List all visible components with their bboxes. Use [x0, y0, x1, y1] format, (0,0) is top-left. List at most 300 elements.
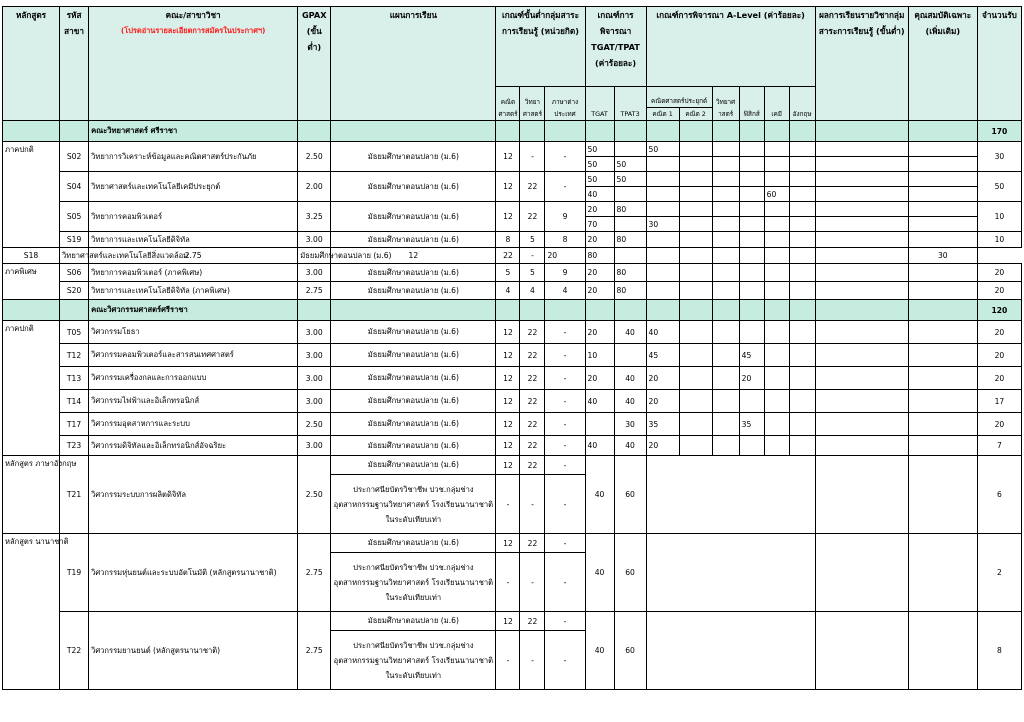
tpat3-value: 60 [614, 456, 646, 534]
program-cell: หลักสูตร นานาชาติ [3, 534, 60, 690]
program-name: วิทยาการคอมพิวเตอร์ (ภาคพิเศษ) [89, 264, 298, 282]
program-name: วิทยาการวิเคราะห์ข้อมูลและคณิตศาสตร์ประกันภัย [89, 142, 298, 172]
tgat-value: 40 [585, 436, 614, 456]
gpax-value: 2.00 [298, 172, 331, 202]
tgat-value [585, 413, 614, 436]
tgat-value: 20 [545, 248, 585, 264]
program-code: T19 [60, 534, 89, 612]
tgat-value: 10 [585, 344, 614, 367]
alevel-math2 [679, 202, 712, 217]
program-cell: ภาคพิเศษ [3, 264, 60, 300]
results-cell [815, 142, 908, 157]
faculty-spacer [614, 121, 646, 142]
program-name: วิศวกรรมอุตสาหการและระบบ [89, 413, 298, 436]
quota-value: 30 [977, 142, 1021, 172]
col-plan: แผนการเรียน [331, 7, 496, 121]
alevel-science [712, 157, 739, 172]
gpax-value: 2.75 [298, 612, 331, 690]
table-row [3, 390, 1022, 413]
alevel-math1 [646, 157, 679, 172]
study-plan-vocational: ประกาศนียบัตรวิชาชีพ ปวช.กลุ่มช่าง อุตสาหกรรมฐานวิทยาศาสตร์ โรงเรียนนานาชาติ ในระดับเทียบเท่า [331, 553, 496, 612]
alevel-block [646, 534, 815, 612]
faculty-spacer [739, 121, 764, 142]
tpat3-value: 40 [614, 436, 646, 456]
alevel-math2 [679, 413, 712, 436]
alevel-physics [739, 157, 764, 172]
credit-language: - [545, 534, 585, 553]
table-row [3, 456, 1022, 475]
gpax-value: 3.00 [298, 390, 331, 413]
alevel-math1: 35 [646, 413, 679, 436]
program-code: S04 [60, 172, 89, 202]
alevel-math2 [679, 217, 712, 232]
applied-math-label: คณิตศาสตร์ประยุกต์ [647, 95, 712, 108]
alevel-math1: 30 [646, 217, 679, 232]
alevel-english [789, 390, 815, 413]
tgat-value: 70 [585, 217, 614, 232]
alevel-english [789, 282, 815, 300]
faculty-spacer [60, 300, 89, 321]
faculty-spacer [60, 121, 89, 142]
col-min-credits: เกณฑ์ขั้นต่ำกลุ่มสาระการเรียนรู้ (หน่วยกิต) [496, 7, 585, 87]
qualifications-cell [908, 612, 977, 690]
col-code: รหัส สาขา [60, 7, 89, 121]
quota-value: 20 [977, 344, 1021, 367]
table-row [3, 264, 1022, 282]
tgat-value: 20 [585, 367, 614, 390]
tgat-value: 50 [585, 142, 614, 157]
faculty-spacer [712, 300, 739, 321]
tgat-value: 20 [585, 232, 614, 248]
results-cell [815, 534, 908, 612]
quota-value: 20 [977, 282, 1021, 300]
credit-language: - [545, 475, 585, 534]
study-plan: มัธยมศึกษาตอนปลาย (ม.6) [331, 436, 496, 456]
program-code: S06 [60, 264, 89, 282]
sub-tpat3: TPAT3 [614, 87, 646, 121]
sub-math: คณิต ศาสตร์ [496, 87, 520, 121]
tpat3-value: 80 [614, 264, 646, 282]
faculty-spacer [908, 300, 977, 321]
results-cell [815, 187, 908, 202]
gpax-value: 3.00 [298, 232, 331, 248]
credit-math: 12 [496, 413, 520, 436]
study-plan: มัธยมศึกษาตอนปลาย (ม.6) [331, 202, 496, 232]
alevel-science [712, 232, 739, 248]
sub-physics: ฟิสิกส์ [739, 87, 764, 121]
quota-value: 20 [977, 321, 1021, 344]
alevel-chem [739, 248, 764, 264]
qualifications-cell [908, 390, 977, 413]
program-code: T21 [60, 456, 89, 534]
alevel-block [646, 612, 815, 690]
sub-science: วิทยาศ าสตร์ [712, 87, 739, 121]
alevel-science [712, 344, 739, 367]
alevel-physics [739, 187, 764, 202]
admission-criteria-table [2, 6, 1022, 690]
sub-sci: วิทยา ศาสตร์ [520, 87, 545, 121]
study-plan: มัธยมศึกษาตอนปลาย (ม.6) [331, 413, 496, 436]
quota-value: 20 [977, 413, 1021, 436]
alevel-math2 [646, 248, 679, 264]
gpax-value: 2.75 [298, 534, 331, 612]
credit-math: 12 [496, 367, 520, 390]
alevel-english [789, 157, 815, 172]
alevel-physics [739, 390, 764, 413]
table-row [3, 142, 1022, 157]
credit-language: - [545, 367, 585, 390]
col-quota: จำนวนรับ [977, 7, 1021, 121]
credit-science: 22 [520, 367, 545, 390]
program-code: S20 [60, 282, 89, 300]
results-cell [815, 264, 908, 282]
credit-language: - [545, 172, 585, 202]
sub-chem: เคมี [764, 87, 789, 121]
tpat3-value: 60 [614, 534, 646, 612]
qualifications-cell [908, 157, 977, 172]
alevel-english [789, 217, 815, 232]
study-plan: มัธยมศึกษาตอนปลาย (ม.6) [331, 282, 496, 300]
credit-science: - [520, 631, 545, 690]
results-cell [815, 321, 908, 344]
faculty-name: คณะวิศวกรรมศาสตร์ศรีราชา [89, 300, 298, 321]
tpat3-value [614, 187, 646, 202]
faculty-spacer [298, 300, 331, 321]
faculty-spacer [585, 300, 614, 321]
tgat-value: 40 [585, 187, 614, 202]
gpax-value: 2.75 [89, 248, 298, 264]
study-plan: มัธยมศึกษาตอนปลาย (ม.6) [331, 142, 496, 172]
table-row [3, 612, 1022, 631]
faculty-spacer [545, 300, 585, 321]
math1-label: คณิต 1 [647, 108, 680, 120]
credit-language: - [545, 344, 585, 367]
tpat3-value: 60 [614, 612, 646, 690]
table-row [3, 172, 1022, 187]
faculty-spacer [646, 121, 679, 142]
credit-science: 22 [520, 390, 545, 413]
faculty-spacer [331, 300, 496, 321]
results-cell [815, 436, 908, 456]
results-cell [789, 248, 815, 264]
faculty-quota: 170 [977, 121, 1021, 142]
program-code: S18 [3, 248, 60, 264]
alevel-math2 [679, 282, 712, 300]
alevel-science [712, 202, 739, 217]
tpat3-value: 40 [614, 367, 646, 390]
alevel-science [712, 390, 739, 413]
table-row [3, 344, 1022, 367]
alevel-english [789, 232, 815, 248]
tgat-value: 50 [585, 157, 614, 172]
sub-english: อังกฤษ [789, 87, 815, 121]
credit-science: 22 [520, 456, 545, 475]
credit-science: 22 [496, 248, 520, 264]
credit-language: - [545, 321, 585, 344]
alevel-math1: 20 [646, 367, 679, 390]
faculty-spacer [815, 121, 908, 142]
qualifications-cell [908, 456, 977, 534]
alevel-chem [764, 232, 789, 248]
program-name: วิทยาศาสตร์และเทคโนโลยีเคมีประยุกต์ [89, 172, 298, 202]
gpax-value: 2.50 [298, 413, 331, 436]
qualifications-cell [908, 282, 977, 300]
study-plan: มัธยมศึกษาตอนปลาย (ม.6) [331, 390, 496, 413]
faculty-heading: คณะ/สาขาวิชา [165, 10, 221, 20]
credit-math: 12 [496, 344, 520, 367]
program-name: วิทยาการคอมพิวเตอร์ [89, 202, 298, 232]
study-plan-vocational: ประกาศนียบัตรวิชาชีพ ปวช.กลุ่มช่าง อุตสาหกรรมฐานวิทยาศาสตร์ โรงเรียนนานาชาติ ในระดับเทียบเท่า [331, 631, 496, 690]
alevel-physics: 45 [739, 344, 764, 367]
credit-language: - [545, 553, 585, 612]
qualifications-cell [908, 232, 977, 248]
faculty-spacer [739, 300, 764, 321]
quota-value: 10 [977, 232, 1021, 248]
alevel-physics [739, 142, 764, 157]
faculty-spacer [815, 300, 908, 321]
tpat3-value: 80 [585, 248, 614, 264]
credit-science: 5 [520, 232, 545, 248]
alevel-math1 [614, 248, 646, 264]
program-name: วิศวกรรมเครื่องกลและการออกแบบ [89, 367, 298, 390]
quota-value: 17 [977, 390, 1021, 413]
table-row [3, 248, 1022, 264]
alevel-english [789, 264, 815, 282]
col-program: หลักสูตร [3, 7, 60, 121]
sub-lang: ภาษาต่าง ประเทศ [545, 87, 585, 121]
credit-math: 12 [331, 248, 496, 264]
alevel-math1: 40 [646, 321, 679, 344]
alevel-math1 [646, 232, 679, 248]
qualifications-cell [908, 142, 977, 157]
tpat3-value [614, 344, 646, 367]
table-row [3, 413, 1022, 436]
alevel-chem [764, 413, 789, 436]
program-code: S05 [60, 202, 89, 232]
alevel-math2 [679, 232, 712, 248]
gpax-value: 2.50 [298, 456, 331, 534]
alevel-physics [739, 217, 764, 232]
gpax-value: 3.00 [298, 344, 331, 367]
results-cell [815, 612, 908, 690]
sub-tgat: TGAT [585, 87, 614, 121]
table-row [3, 321, 1022, 344]
faculty-spacer [789, 300, 815, 321]
tgat-value: 20 [585, 321, 614, 344]
credit-language: 4 [545, 282, 585, 300]
faculty-spacer [520, 121, 545, 142]
alevel-math1 [646, 202, 679, 217]
credit-math: - [496, 553, 520, 612]
alevel-math2 [679, 157, 712, 172]
credit-science: - [520, 142, 545, 172]
results-cell [815, 413, 908, 436]
faculty-spacer [679, 300, 712, 321]
study-plan: มัธยมศึกษาตอนปลาย (ม.6) [331, 264, 496, 282]
tgat-value: 40 [585, 612, 614, 690]
credit-science: 22 [520, 172, 545, 202]
col-tgat-tpat: เกณฑ์การพิจารณา TGAT/TPAT (ค่าร้อยละ) [585, 7, 646, 87]
alevel-science [712, 217, 739, 232]
tpat3-value: 30 [614, 413, 646, 436]
credit-science: 22 [520, 344, 545, 367]
study-plan: มัธยมศึกษาตอนปลาย (ม.6) [298, 248, 331, 264]
table-row [3, 202, 1022, 217]
gpax-value: 2.50 [298, 142, 331, 172]
alevel-chem: 60 [764, 187, 789, 202]
col-qualifications: คุณสมบัติเฉพาะ (เพิ่มเติม) [908, 7, 977, 121]
alevel-science [679, 248, 712, 264]
quota-value: 20 [977, 264, 1021, 282]
program-code: T05 [60, 321, 89, 344]
program-name: วิศวกรรมโยธา [89, 321, 298, 344]
faculty-spacer [679, 121, 712, 142]
program-cell: ภาคปกติ [3, 142, 60, 248]
gpax-value: 3.00 [298, 264, 331, 282]
tpat3-value: 80 [614, 202, 646, 217]
quota-value: 20 [977, 367, 1021, 390]
credit-language: - [545, 436, 585, 456]
faculty-name: คณะวิทยาศาสตร์ ศรีราชา [89, 121, 298, 142]
alevel-physics [739, 321, 764, 344]
alevel-math1: 20 [646, 390, 679, 413]
study-plan: มัธยมศึกษาตอนปลาย (ม.6) [331, 367, 496, 390]
gpax-value: 2.75 [298, 282, 331, 300]
col-results: ผลการเรียนรายวิชากลุ่มสาระการเรียนรู้ (ขั้นต่ำ) [815, 7, 908, 121]
alevel-math2 [679, 367, 712, 390]
credit-science: 22 [520, 534, 545, 553]
col-alevel: เกณฑ์การพิจารณา A-Level (ค่าร้อยละ) [646, 7, 815, 87]
credit-science: 22 [520, 321, 545, 344]
program-code: T17 [60, 413, 89, 436]
qualifications-cell [908, 172, 977, 187]
credit-math: - [496, 631, 520, 690]
table-header [3, 7, 1022, 121]
faculty-quota: 120 [977, 300, 1021, 321]
study-plan-vocational: ประกาศนียบัตรวิชาชีพ ปวช.กลุ่มช่าง อุตสาหกรรมฐานวิทยาศาสตร์ โรงเรียนนานาชาติ ในระดับเทียบเท่า [331, 475, 496, 534]
quota-value: 8 [977, 612, 1021, 690]
credit-math: 5 [496, 264, 520, 282]
alevel-math1: 20 [646, 436, 679, 456]
alevel-science [712, 321, 739, 344]
credit-math: 12 [496, 172, 520, 202]
alevel-english [789, 172, 815, 187]
math2-label: คณิต 2 [685, 110, 706, 118]
credit-math: 12 [496, 534, 520, 553]
table-row [3, 534, 1022, 553]
alevel-physics [712, 248, 739, 264]
alevel-english [789, 413, 815, 436]
alevel-science [712, 187, 739, 202]
program-cell: ภาคปกติ [3, 321, 60, 456]
faculty-spacer [496, 300, 520, 321]
credit-math: 8 [496, 232, 520, 248]
program-code: T23 [60, 436, 89, 456]
program-name: วิศวกรรมคอมพิวเตอร์และสารสนเทศศาสตร์ [89, 344, 298, 367]
alevel-physics [739, 232, 764, 248]
alevel-math1 [646, 172, 679, 187]
alevel-physics [739, 282, 764, 300]
table-row [3, 282, 1022, 300]
study-plan: มัธยมศึกษาตอนปลาย (ม.6) [331, 344, 496, 367]
qualifications-cell [908, 367, 977, 390]
faculty-spacer [496, 121, 520, 142]
credit-math: 12 [496, 436, 520, 456]
credit-math: 12 [496, 612, 520, 631]
alevel-math2 [679, 390, 712, 413]
tpat3-value: 80 [614, 232, 646, 248]
program-code: S19 [60, 232, 89, 248]
quota-value: 6 [977, 456, 1021, 534]
alevel-math1 [646, 187, 679, 202]
alevel-english [789, 202, 815, 217]
alevel-chem [764, 436, 789, 456]
alevel-physics [739, 436, 764, 456]
tpat3-value: 80 [614, 282, 646, 300]
alevel-physics: 20 [739, 367, 764, 390]
credit-language: - [545, 631, 585, 690]
study-plan: มัธยมศึกษาตอนปลาย (ม.6) [331, 456, 496, 475]
alevel-science [712, 172, 739, 187]
credit-math: 12 [496, 142, 520, 172]
credit-science: - [520, 475, 545, 534]
credit-math: 12 [496, 456, 520, 475]
study-plan: มัธยมศึกษาตอนปลาย (ม.6) [331, 612, 496, 631]
table-row [3, 436, 1022, 456]
alevel-science [712, 264, 739, 282]
results-cell [815, 217, 908, 232]
alevel-physics [739, 264, 764, 282]
study-plan: มัธยมศึกษาตอนปลาย (ม.6) [331, 172, 496, 202]
faculty-spacer [764, 121, 789, 142]
gpax-value: 3.00 [298, 367, 331, 390]
col-faculty [89, 7, 298, 121]
program-name: วิทยาการและเทคโนโลยีดิจิทัล (ภาคพิเศษ) [89, 282, 298, 300]
alevel-english [789, 367, 815, 390]
alevel-math1 [646, 264, 679, 282]
alevel-chem [764, 202, 789, 217]
credit-math: - [496, 475, 520, 534]
alevel-chem [764, 390, 789, 413]
results-cell [815, 172, 908, 187]
alevel-chem [764, 282, 789, 300]
tgat-value: 50 [585, 172, 614, 187]
program-name: วิศวกรรมยานยนต์ (หลักสูตรนานาชาติ) [89, 612, 298, 690]
alevel-math2 [679, 187, 712, 202]
alevel-math2 [679, 436, 712, 456]
alevel-math2 [679, 264, 712, 282]
alevel-science [712, 436, 739, 456]
program-name: วิทยาศาสตร์และเทคโนโลยีสิ่งแวดล้อม [60, 248, 89, 264]
study-plan: มัธยมศึกษาตอนปลาย (ม.6) [331, 232, 496, 248]
tpat3-value: 50 [614, 157, 646, 172]
alevel-math2 [679, 142, 712, 157]
alevel-math2 [679, 172, 712, 187]
qualifications-cell [908, 321, 977, 344]
alevel-english [789, 321, 815, 344]
credit-math: 12 [496, 202, 520, 232]
tpat3-value [614, 217, 646, 232]
alevel-chem [764, 264, 789, 282]
credit-language: - [545, 612, 585, 631]
program-code: T12 [60, 344, 89, 367]
col-gpax: GPAX (ขั้นต่ำ) [298, 7, 331, 121]
alevel-english [789, 142, 815, 157]
credit-math: 4 [496, 282, 520, 300]
study-plan: มัธยมศึกษาตอนปลาย (ม.6) [331, 534, 496, 553]
gpax-value: 3.00 [298, 321, 331, 344]
admission-table-container [2, 6, 1022, 690]
